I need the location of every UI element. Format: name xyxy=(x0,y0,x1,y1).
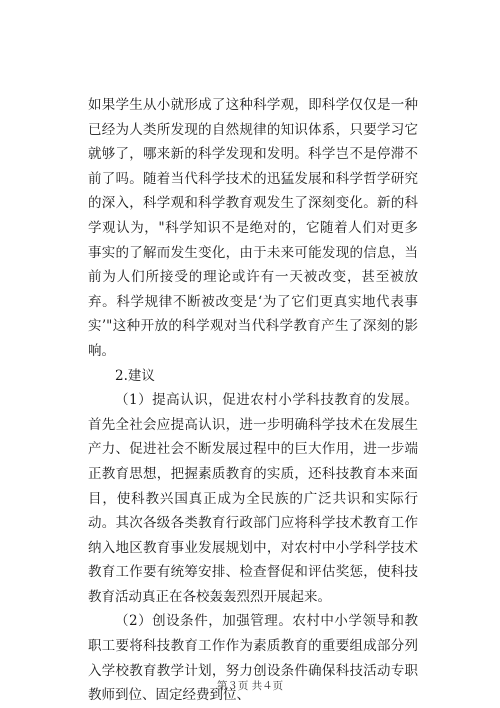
paragraph-continuation: 如果学生从小就形成了这种科学观，即科学仅仅是一种已经为人类所发现的自然规律的知识体系，只要学习它就够了，哪来新的科学发现和发明。科学岂不是停滞不前了吗。随着当代科学技术的迅猛发展和科学哲学研究的深入，科学观和科学教育观发生了深刻变化。新的科学观认为，"科学知识不是绝对的，它随着人们对更多事实的了解而发生变化，由于未来可能发现的信息，当前为人们所接受的理论或许有一天被改变，甚至被放弃。科学规律不断被改变是‘为了它们更真实地代表事实’"这种开放的科学观对当代科学教育产生了深刻的影响。 xyxy=(88,97,418,359)
page-footer: 第３页 共４页 xyxy=(216,680,284,692)
section-heading: 2.建议 xyxy=(115,367,155,384)
paragraph-suggestion-1: （1）提高认识，促进农村小学科技教育的发展。首先全社会应提高认识，进一步明确科学技术在发展生产力、促进社会不断发展过程中的巨大作用，进一步端正教育思想，把握素质教育的实质，还科技教育本来面目，使科教兴国真正成为全民族的广泛共识和实际行动。其次各级各类教育行政部门应将科学技术教育工作纳入地区教育事业发展规划中，对农村中小学科学技术教育工作要有统筹安排、检查督促和评估奖惩，使科技教育活动真正在各校轰轰烈烈开展起来。 xyxy=(88,392,418,605)
paragraph-suggestion-2: （2）创设条件，加强管理。农村中小学领导和教职工要将科技教育工作作为素质教育的重要组成部分列入学校教育教学计划，努力创设条件确保科技活动专职教师到位、固定经费到位、 xyxy=(88,613,418,704)
document-body xyxy=(88,93,418,708)
